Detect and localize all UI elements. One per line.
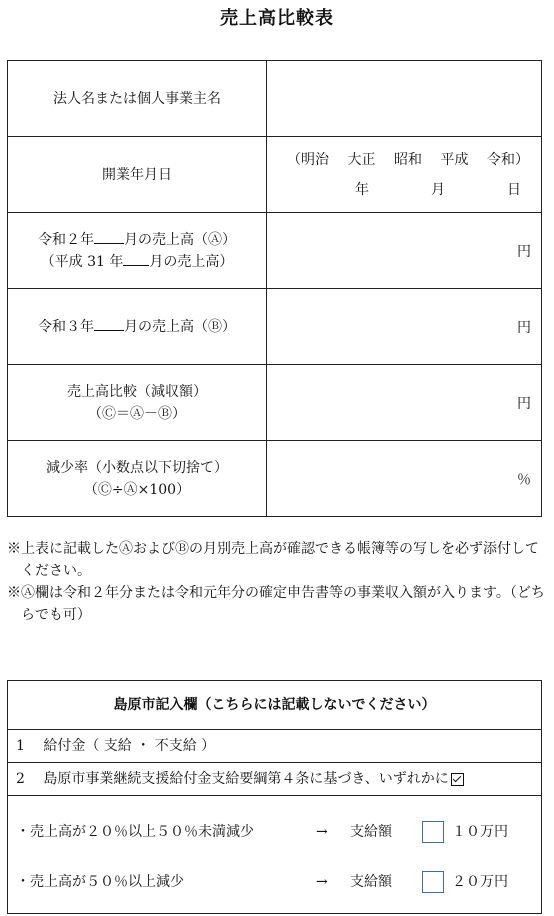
- table-row: [8, 365, 542, 441]
- option-checkbox[interactable]: [422, 821, 444, 843]
- business-name-label: 法人名または個人事業主名: [8, 61, 267, 137]
- sales-comparison-label: 売上高比較（減収額） （Ⓒ＝Ⓐ－Ⓑ）: [8, 365, 267, 441]
- era-taisho: 大正: [347, 151, 376, 168]
- founding-date-label: 開業年月日: [8, 137, 267, 213]
- business-name-field[interactable]: [267, 61, 542, 137]
- era-showa: 昭和: [394, 151, 422, 168]
- note-item: ※上表に記載したⒶおよびⒷの月別売上高が確認できる帳簿等の写しを必ず添付してください。: [7, 541, 539, 579]
- office-use-header: 島原市記入欄（こちらには記載しないでください）: [8, 681, 541, 730]
- option-checkbox[interactable]: [422, 871, 444, 893]
- page-title: 売上高比較表: [220, 8, 334, 29]
- table-row: [8, 213, 542, 289]
- checkmark-icon: [451, 773, 464, 786]
- arrow-icon: →: [316, 874, 328, 890]
- day-unit: 日: [507, 181, 521, 198]
- yen-unit: 円: [517, 395, 531, 412]
- month-blank[interactable]: [94, 229, 124, 244]
- month-blank[interactable]: [123, 251, 149, 266]
- table-row: [8, 441, 542, 517]
- pay-label: 支給額: [350, 824, 392, 840]
- sales-a-field[interactable]: [267, 213, 542, 289]
- basis-text: 2 島原市事業継続支援給付金支給要綱第４条に基づき、いずれかに: [16, 771, 449, 787]
- pay-amount: ２０万円: [452, 874, 508, 890]
- option-20-50-percent: [16, 817, 536, 847]
- office-use-box: [7, 680, 542, 914]
- option-label: ・売上高が２０％以上５０％未満減少: [16, 824, 254, 840]
- sales-b-field[interactable]: [267, 289, 542, 365]
- table-row: [8, 137, 542, 213]
- era-heisei: 平成: [440, 151, 469, 168]
- option-50-percent: [16, 867, 536, 897]
- yen-unit: 円: [517, 319, 531, 336]
- sales-comparison-field[interactable]: [267, 365, 542, 441]
- decrease-rate-label: 減少率（小数点以下切捨て） （Ⓒ÷Ⓐ×100）: [8, 441, 267, 517]
- table-row: [8, 289, 542, 365]
- sales-comparison-table: [7, 60, 542, 517]
- pay-amount: １０万円: [452, 824, 508, 840]
- era-reiwa: 令和）: [487, 151, 529, 168]
- basis-row: [8, 763, 541, 796]
- year-unit: 年: [355, 181, 369, 198]
- note-item: ※Ⓐ欄は令和２年分または令和元年分の確定申告書等の事業収入額が入ります。（どちらでも可）: [7, 585, 545, 623]
- option-label: ・売上高が５０％以上減少: [16, 874, 184, 890]
- sales-b-label: 令和３年 月の売上高（Ⓑ）: [8, 289, 267, 365]
- percent-unit: ％: [517, 471, 531, 488]
- payment-decision-row: 1 給付金（ 支給 ・ 不支給 ）: [8, 730, 541, 763]
- decrease-rate-field[interactable]: [267, 441, 542, 517]
- yen-unit: 円: [517, 243, 531, 260]
- pay-label: 支給額: [350, 874, 392, 890]
- founding-date-field[interactable]: [267, 137, 542, 213]
- month-blank[interactable]: [94, 316, 124, 331]
- notes: [7, 538, 552, 626]
- month-unit: 月: [431, 181, 445, 198]
- table-row: [8, 61, 542, 137]
- era-meiji: （明治: [287, 151, 329, 168]
- sales-a-label: 令和２年 月の売上高（Ⓐ） （平成 31 年 月の売上高）: [8, 213, 267, 289]
- arrow-icon: →: [316, 824, 328, 840]
